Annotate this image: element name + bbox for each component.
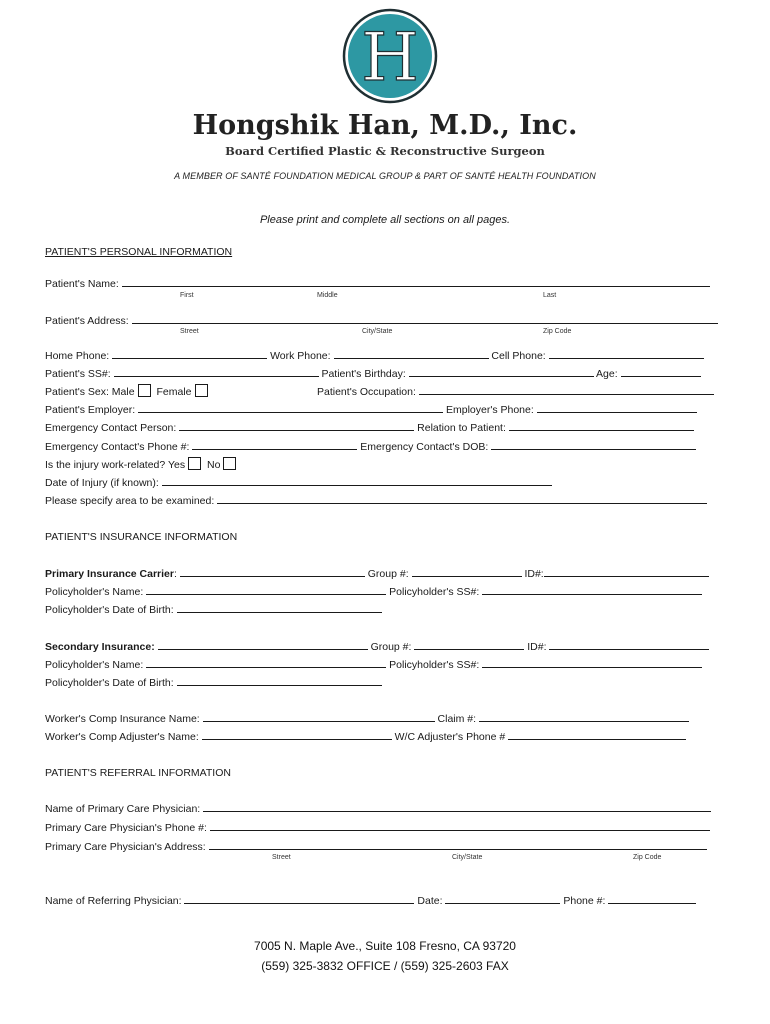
primary-policyholder-ss-label: Policyholder's SS#: — [389, 586, 480, 598]
secondary-policyholder-dob-field[interactable] — [177, 675, 382, 686]
secondary-policyholder-row — [45, 657, 702, 672]
referring-date-label: Date: — [417, 895, 443, 907]
male-checkbox[interactable] — [138, 384, 151, 397]
ss-field[interactable] — [114, 366, 319, 377]
yes-label: Yes — [167, 459, 186, 471]
yes-checkbox[interactable] — [188, 457, 201, 470]
pcp-city-label: City/State — [452, 854, 483, 861]
secondary-insurance-row — [45, 639, 709, 654]
employer-label: Patient's Employer: — [45, 404, 136, 416]
wc-adjuster-phone-label: W/C Adjuster's Phone # — [394, 731, 506, 743]
employer-phone-field[interactable] — [537, 402, 697, 413]
emergency-phone-row — [45, 439, 696, 454]
secondary-group-field[interactable] — [414, 639, 524, 650]
secondary-policyholder-ss-label: Policyholder's SS#: — [389, 659, 480, 671]
secondary-id-field[interactable] — [549, 639, 709, 650]
injury-date-row — [45, 475, 552, 490]
wc-adjuster-row — [45, 729, 686, 744]
home-phone-label: Home Phone: — [45, 350, 110, 362]
practice-subtitle: Board Certified Plastic & Reconstructive Surgeon — [225, 144, 545, 158]
primary-policyholder-dob-label: Policyholder's Date of Birth: — [45, 604, 174, 616]
claim-field[interactable] — [479, 711, 689, 722]
secondary-policyholder-dob-label: Policyholder's Date of Birth: — [45, 677, 174, 689]
injury-work-row — [45, 457, 239, 472]
primary-policyholder-name-field[interactable] — [146, 584, 386, 595]
wc-insurance-label: Worker's Comp Insurance Name: — [45, 713, 200, 725]
secondary-policyholder-name-label: Policyholder's Name: — [45, 659, 144, 671]
cell-phone-label: Cell Phone: — [491, 350, 546, 362]
name-middle-label: Middle — [317, 292, 338, 299]
wc-adjuster-label: Worker's Comp Adjuster's Name: — [45, 731, 199, 743]
emergency-dob-field[interactable] — [491, 439, 696, 450]
address-field[interactable] — [132, 313, 718, 324]
emergency-row — [45, 420, 694, 435]
name-row — [45, 276, 710, 291]
injury-work-label: Is the injury work-related? — [45, 459, 166, 471]
pcp-name-label: Name of Primary Care Physician: — [45, 803, 201, 815]
referring-row — [45, 893, 696, 908]
pcp-zip-label: Zip Code — [633, 854, 662, 861]
no-label: No — [207, 459, 221, 471]
secondary-group-label: Group #: — [370, 641, 412, 653]
work-phone-label: Work Phone: — [270, 350, 331, 362]
secondary-policyholder-ss-field[interactable] — [482, 657, 702, 668]
pcp-phone-field[interactable] — [210, 820, 710, 831]
name-first-label: First — [180, 292, 194, 299]
sex-label: Patient's Sex: — [45, 386, 109, 398]
name-field[interactable] — [122, 276, 710, 287]
secondary-policyholder-dob-row — [45, 675, 382, 690]
personal-section-heading: PATIENT'S PERSONAL INFORMATION — [45, 246, 233, 258]
primary-id-label: ID#: — [524, 568, 544, 580]
referring-label: Name of Referring Physician: — [45, 895, 182, 907]
female-label: Female — [156, 386, 192, 398]
wc-adjuster-phone-field[interactable] — [508, 729, 686, 740]
employer-field[interactable] — [138, 402, 443, 413]
secondary-policyholder-name-field[interactable] — [146, 657, 386, 668]
area-row — [45, 493, 707, 508]
wc-insurance-row — [45, 711, 689, 726]
pcp-name-row — [45, 801, 711, 816]
address-label: Patient's Address: — [45, 315, 129, 327]
primary-group-label: Group #: — [367, 568, 409, 580]
primary-carrier-colon: : — [173, 568, 177, 580]
primary-policyholder-dob-row — [45, 602, 382, 617]
area-label: Please specify area to be examined: — [45, 495, 215, 507]
practice-logo — [342, 8, 438, 104]
sex-row — [45, 384, 211, 399]
male-label: Male — [111, 386, 135, 398]
pcp-address-row — [45, 839, 707, 854]
primary-id-field[interactable] — [544, 566, 709, 577]
name-label: Patient's Name: — [45, 278, 119, 290]
referral-section-heading: PATIENT'S REFERRAL INFORMATION — [45, 767, 231, 779]
wc-insurance-field[interactable] — [203, 711, 435, 722]
footer-address: 7005 N. Maple Ave., Suite 108 Fresno, CA 93720 — [254, 939, 516, 953]
ss-label: Patient's SS#: — [45, 368, 111, 380]
pcp-phone-label: Primary Care Physician's Phone #: — [45, 822, 207, 834]
primary-group-field[interactable] — [412, 566, 522, 577]
address-row — [45, 313, 718, 328]
pcp-address-field[interactable] — [209, 839, 707, 850]
occupation-label: Patient's Occupation: — [317, 386, 416, 398]
pcp-street-label: Street — [272, 854, 291, 861]
primary-policyholder-name-label: Policyholder's Name: — [45, 586, 144, 598]
work-phone-field[interactable] — [334, 348, 489, 359]
area-field[interactable] — [217, 493, 707, 504]
wc-adjuster-field[interactable] — [202, 729, 392, 740]
birthday-field[interactable] — [409, 366, 594, 377]
address-city-label: City/State — [362, 328, 393, 335]
pcp-address-label: Primary Care Physician's Address: — [45, 841, 206, 853]
primary-policyholder-ss-field[interactable] — [482, 584, 702, 595]
primary-carrier-label: Primary Insurance Carrier — [45, 568, 174, 580]
employer-row — [45, 402, 697, 417]
logo-letter: H — [361, 19, 419, 96]
occupation-row — [317, 384, 714, 399]
injury-date-field[interactable] — [162, 475, 552, 486]
emergency-phone-field[interactable] — [192, 439, 357, 450]
emergency-contact-field[interactable] — [179, 420, 414, 431]
birthday-label: Patient's Birthday: — [321, 368, 406, 380]
name-last-label: Last — [543, 292, 557, 299]
home-phone-field[interactable] — [112, 348, 267, 359]
relation-field[interactable] — [509, 420, 694, 431]
referring-phone-field[interactable] — [608, 893, 696, 904]
pcp-name-field[interactable] — [203, 801, 711, 812]
emergency-phone-label: Emergency Contact's Phone #: — [45, 441, 190, 453]
pcp-phone-row — [45, 820, 710, 835]
cell-phone-field[interactable] — [549, 348, 704, 359]
female-checkbox[interactable] — [195, 384, 208, 397]
insurance-section-heading: PATIENT'S INSURANCE INFORMATION — [45, 531, 238, 543]
referring-phone-label: Phone #: — [563, 895, 606, 907]
no-checkbox[interactable] — [223, 457, 236, 470]
footer-phones: (559) 325-3832 OFFICE / (559) 325-2603 FAX — [261, 959, 509, 973]
phone-row — [45, 348, 704, 363]
referring-field[interactable] — [184, 893, 414, 904]
secondary-insurance-field[interactable] — [158, 639, 368, 650]
address-street-label: Street — [180, 328, 199, 335]
ss-row — [45, 366, 701, 381]
emergency-contact-label: Emergency Contact Person: — [45, 422, 177, 434]
claim-label: Claim #: — [437, 713, 477, 725]
form-instructions: Please print and complete all sections on all pages. — [259, 214, 511, 226]
practice-name: Hongshik Han, M.D., Inc. — [192, 110, 578, 141]
occupation-field[interactable] — [419, 384, 714, 395]
secondary-insurance-label: Secondary Insurance: — [45, 641, 155, 653]
primary-policyholder-dob-field[interactable] — [177, 602, 382, 613]
injury-date-label: Date of Injury (if known): — [45, 477, 159, 489]
primary-carrier-field[interactable] — [180, 566, 365, 577]
referring-date-field[interactable] — [445, 893, 560, 904]
age-label: Age: — [596, 368, 618, 380]
practice-affiliation: A MEMBER OF SANTÉ FOUNDATION MEDICAL GROUP & PART OF SANTÉ HEALTH FOUNDATION — [174, 171, 596, 181]
primary-insurance-row — [45, 566, 709, 581]
secondary-id-label: ID#: — [527, 641, 547, 653]
address-zip-label: Zip Code — [543, 328, 572, 335]
primary-policyholder-row — [45, 584, 702, 599]
relation-label: Relation to Patient: — [417, 422, 506, 434]
age-field[interactable] — [621, 366, 701, 377]
emergency-dob-label: Emergency Contact's DOB: — [360, 441, 489, 453]
employer-phone-label: Employer's Phone: — [445, 404, 534, 416]
